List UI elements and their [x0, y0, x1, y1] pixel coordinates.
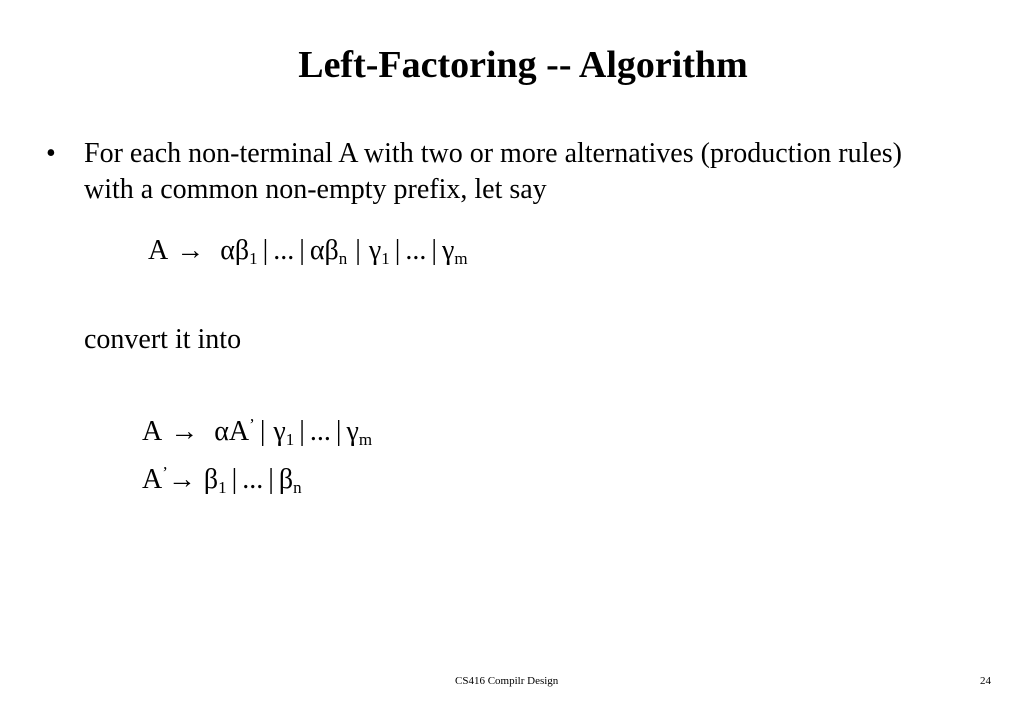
alpha-symbol: α: [214, 416, 229, 447]
production-rule-new: [142, 463, 302, 497]
separator: |: [262, 235, 269, 266]
subscript: 1: [218, 478, 227, 497]
separator: |: [394, 235, 401, 266]
rule-lhs: A: [142, 416, 163, 447]
separator: |: [231, 464, 238, 495]
separator: |: [299, 235, 305, 266]
rule-lhs: A: [142, 464, 163, 495]
ellipsis: ...: [273, 235, 295, 266]
rule-lhs: A: [148, 235, 169, 266]
new-nonterminal: A: [228, 416, 250, 447]
separator: |: [335, 416, 342, 447]
subscript: 1: [249, 249, 258, 268]
production-rule-factored: [142, 415, 372, 449]
alpha-symbol: α: [309, 235, 325, 266]
gamma-symbol: γ: [273, 416, 286, 447]
arrow-symbol: →: [167, 464, 196, 495]
arrow-symbol: →: [170, 416, 199, 447]
separator: |: [299, 416, 305, 447]
subscript: 1: [285, 430, 295, 449]
separator: |: [431, 235, 437, 266]
ellipsis: ...: [405, 235, 427, 266]
arrow-symbol: →: [176, 235, 205, 266]
gamma-symbol: γ: [368, 235, 382, 266]
bullet-text: For each non-terminal A with two or more alternatives (production rules) with a common non-empty prefix, let say: [84, 138, 903, 205]
beta-symbol: β: [278, 464, 294, 495]
footer-course: CS416 Compilr Design: [455, 675, 559, 687]
beta-symbol: β: [324, 235, 339, 266]
beta-symbol: β: [203, 464, 219, 495]
prime-mark: ’: [249, 415, 255, 434]
prime-mark: ’: [162, 463, 168, 482]
gamma-symbol: γ: [442, 235, 455, 266]
separator: |: [259, 416, 266, 447]
footer-page-number: 24: [980, 675, 991, 687]
subscript: n: [338, 249, 348, 268]
subscript: 1: [381, 249, 390, 268]
bullet-marker: •: [46, 138, 56, 169]
gamma-symbol: γ: [346, 416, 359, 447]
subscript: n: [293, 478, 302, 497]
ellipsis: ...: [309, 416, 331, 447]
slide-title: Left-Factoring -- Algorithm: [298, 44, 748, 86]
separator: |: [268, 464, 274, 495]
subscript: m: [454, 249, 468, 268]
beta-symbol: β: [234, 235, 250, 266]
subscript: m: [358, 430, 373, 449]
separator: |: [355, 235, 361, 266]
production-rule-original: [148, 234, 468, 268]
alpha-symbol: α: [220, 235, 235, 266]
convert-text: convert it into: [84, 324, 242, 355]
ellipsis: ...: [242, 464, 264, 495]
